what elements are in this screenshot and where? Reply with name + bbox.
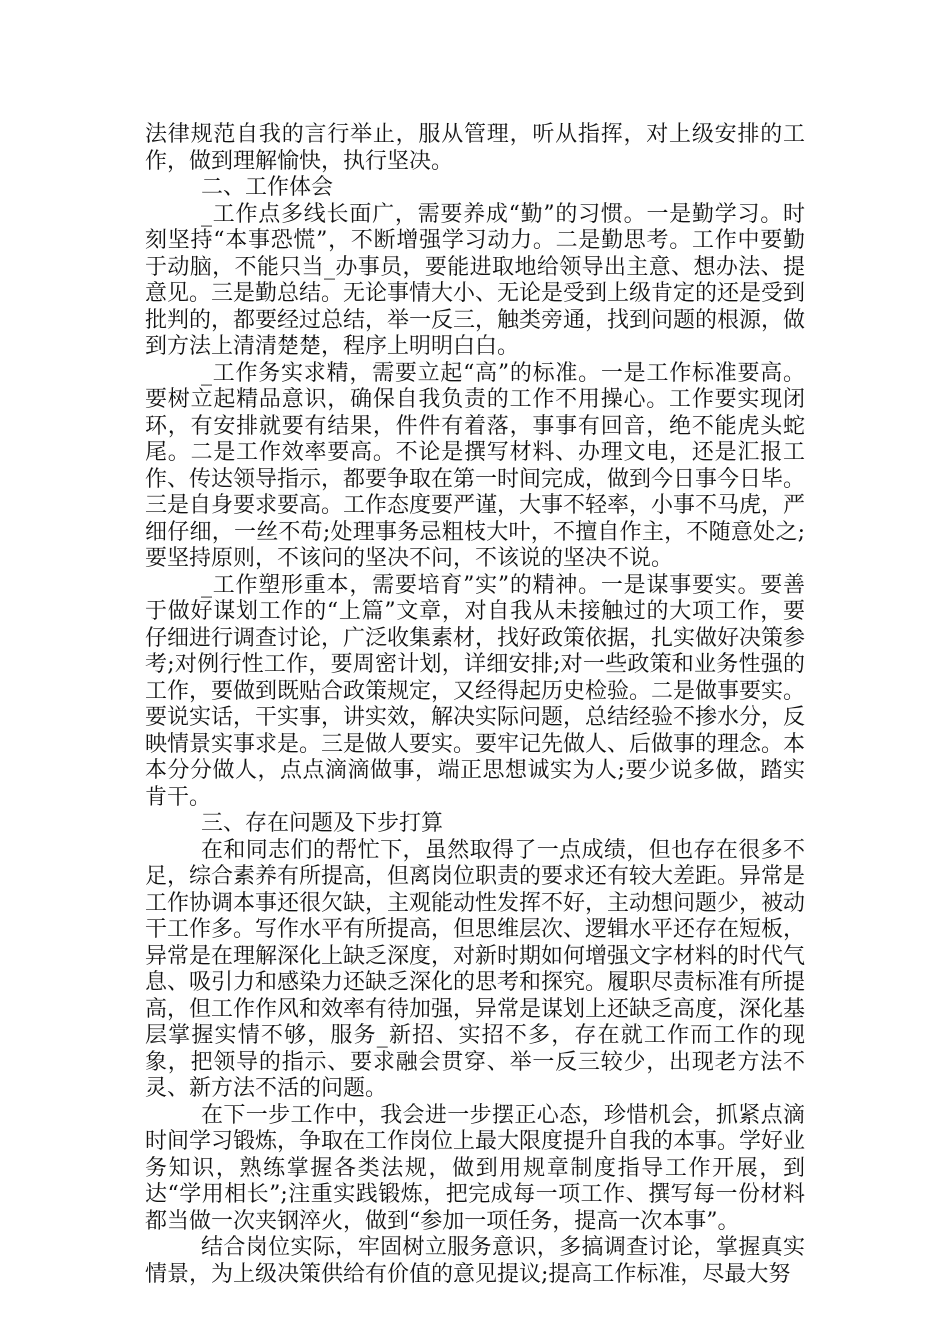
section-heading-problems-plans: 三、存在问题及下步打算 — [201, 811, 444, 836]
section-heading-experience: 二、工作体会 — [201, 175, 334, 200]
paragraph-service-awareness: 结合岗位实际，牢固树立服务意识，多搞调查讨论，掌握真实情景，为上级决策供给有价值的意见提议;提高工作标准，尽最大努 — [145, 1235, 805, 1287]
paragraph-shortcomings: 在和同志们的帮忙下，虽然取得了一点成绩，但也存在很多不足，综合素养有所提高，但离岗位职责的要求还有较大差距。异常是工作协调本事还很欠缺，主观能动性发挥不好，主动想问题少，被动干工作多。写作水平有所提高，但思维层次、逻辑水平还存在短板，异常是在理解深化上缺乏深度，对新时期如何增强文字材料的时代气息、吸引力和感染力还缺乏深化的思考和探究。履职尽责标准有所提高，但工作作风和效率有待加强，异常是谋划上还缺乏高度，深化基层掌握实情不够，服务_新招、实招不多，存在就工作而工作的现象，把领导的指示、要求融会贯穿、举一反三较少，出现老方法不灵、新方法不活的问题。 — [145, 837, 806, 1101]
paragraph-continuation: 法律规范自我的言行举止，服从管理，听从指挥，对上级安排的工作，做到理解愉快，执行坚决。 — [145, 122, 805, 174]
paragraph-diligence: _工作点多线长面广，需要养成“勤”的习惯。一是勤学习。时刻坚持“本事恐慌”，不断增强学习动力。二是勤思考。工作中要勤于动脑，不能只当_办事员，要能进取地给领导出主意、想办法、提意见。三是勤总结。无论事情大小、无论是受到上级肯定的还是受到批判的，都要经过总结，举一反三，触类旁通，找到问题的根源，做到方法上清清楚楚，程序上明明白白。 — [145, 201, 806, 359]
paragraph-next-steps: 在下一步工作中，我会进一步摆正心态，珍惜机会，抓紧点滴时间学习锻炼，争取在工作岗位上最大限度提升自我的本事。学好业务知识，熟练掌握各类法规，做到用规章制度指导工作开展，到达“学用相长”;注重实践锻炼，把完成每一项工作、撰写每一份材料都当做一次夹钢淬火，做到“参加一项任务，提高一次本事”。 — [145, 1102, 806, 1234]
paragraph-practical-spirit: _工作塑形重本，需要培育”实”的精神。一是谋事要实。要善于做好谋划工作的“上篇”文章，对自我从未接触过的大项工作，要仔细进行调查讨论，广泛收集素材，找好政策依据，扎实做好决策参考;对例行性工作，要周密计划，详细安排;对一些政策和业务性强的工作，要做到既贴合政策规定，又经得起历史检验。二是做事要实。要说实话，干实事，讲实效，解决实际问题，总结经验不掺水分，反映情景实事求是。三是做人要实。要牢记先做人、后做事的理念。本本分分做人，点点滴滴做事，端正思想诚实为人;要少说多做，踏实肯干。 — [145, 572, 806, 810]
paragraph-high-standards: _工作务实求精，需要立起“高”的标准。一是工作标准要高。要树立起精品意识，确保自我负责的工作不用操心。工作要实现闭环，有安排就要有结果，件件有着落，事事有回音，绝不能虎头蛇尾。二是工作效率要高。不论是撰写材料、办理文电，还是汇报工作、传达领导指示，都要争取在第一时间完成，做到今日事今日毕。三是自身要求要高。工作态度要严谨，大事不轻率，小事不马虎，严细仔细，一丝不苟;处理事务忌粗枝大叶，不擅自作主，不随意处之;要坚持原则，不该问的坚决不问，不该说的坚决不说。 — [145, 360, 806, 571]
document-page — [145, 122, 805, 1288]
